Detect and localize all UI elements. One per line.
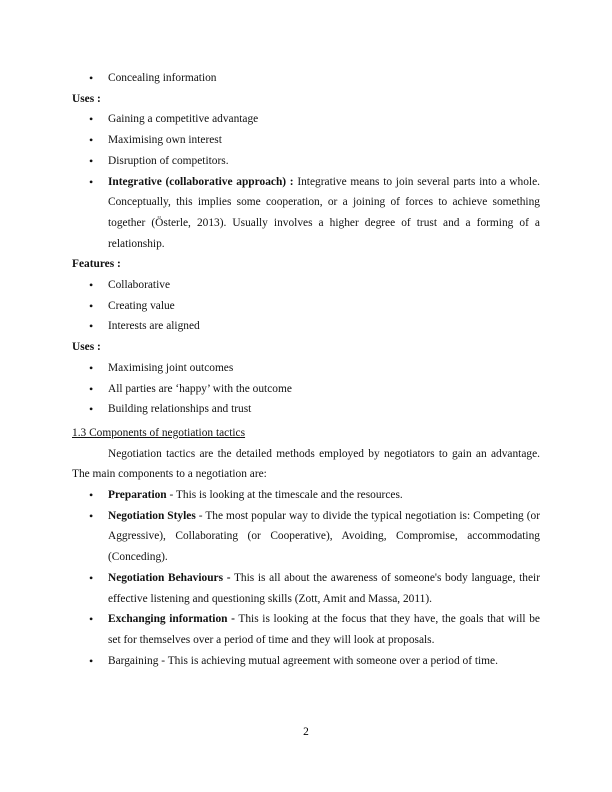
term-definition: - This is looking at the timescale and the resources. <box>166 489 403 502</box>
list-item-integrative <box>72 172 540 255</box>
uses-list <box>72 109 540 254</box>
term-definition: This is all about the awareness of someone's body language, their effective listening and questioning skills (Zott, Amit and Massa, 2011). <box>108 571 540 605</box>
term-label: Exchanging information - <box>108 613 235 626</box>
list-item <box>72 609 540 650</box>
list-item <box>72 651 540 672</box>
components-list <box>72 485 540 671</box>
term-label: Integrative (collaborative approach) : <box>108 175 294 188</box>
list-item: • All parties are ‘happy’ with the outcome <box>72 379 540 400</box>
features-list <box>72 275 540 337</box>
intro-paragraph: Negotiation tactics are the detailed methods employed by negotiators to gain an advantage. The main components to a negotiation are: <box>72 447 540 481</box>
page-number: 2 <box>303 726 309 738</box>
term-definition: - The most popular way to divide the typical negotiation is: Competing (or Aggressive), Collaborating (or Cooperative), Avoiding, Compromise, accommodating (Conceding). <box>108 509 540 564</box>
uses-heading: Uses : <box>72 92 101 105</box>
list-item: • Disruption of competitors. <box>72 151 540 172</box>
list-item: • Collaborative <box>72 275 540 296</box>
list-item: • Creating value <box>72 296 540 317</box>
uses-heading: Uses : <box>72 341 101 354</box>
term-definition: Bargaining - This is achieving mutual agreement with someone over a period of time. <box>108 654 498 667</box>
term-definition: Integrative means to join several parts into a whole. Conceptually, this implies some cooperation, or a joining of forces to achieve something together (Österle, 2013). Usually involves a higher degree of trust and a forming of a relationship. <box>108 175 540 250</box>
list-item: • Maximising joint outcomes <box>72 358 540 379</box>
list-item: • Gaining a competitive advantage <box>72 109 540 130</box>
list-item: • Building relationships and trust <box>72 399 540 420</box>
list-item: • Interests are aligned <box>72 316 540 337</box>
uses-list <box>72 358 540 420</box>
list-item <box>72 568 540 609</box>
bullet-list <box>72 68 540 89</box>
term-definition: This is looking at the focus that they have, the goals that will be set for themselves over a period of time and they will look at proposals. <box>108 613 540 646</box>
term-label: Negotiation Styles <box>108 509 196 522</box>
term-label: Preparation <box>108 489 167 502</box>
term-label: Negotiation Behaviours - <box>108 571 231 584</box>
list-item: • Maximising own interest <box>72 130 540 151</box>
document-page <box>72 68 540 671</box>
features-heading: Features : <box>72 258 121 271</box>
list-item: • Concealing information <box>72 68 540 89</box>
list-item <box>72 506 540 568</box>
list-item <box>72 485 540 506</box>
section-title: 1.3 Components of negotiation tactics <box>72 426 246 439</box>
